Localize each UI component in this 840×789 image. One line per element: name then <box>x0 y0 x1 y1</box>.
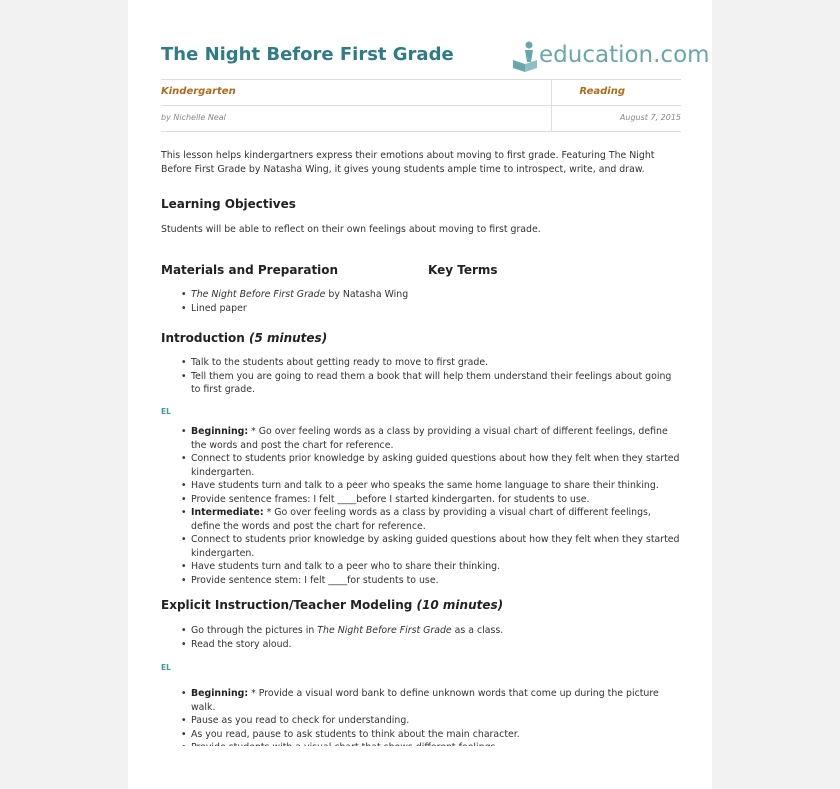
book-author: by Natasha Wing <box>325 289 409 300</box>
materials-list <box>161 288 681 315</box>
subject-label: Reading <box>579 86 625 97</box>
explicit-heading <box>161 598 503 612</box>
date-label: August 7, 2015 <box>619 113 681 122</box>
intro-paragraph: This lesson helps kindergartners express their emotions about moving to first grade. Featuring The Night Before First Grade by Natasha Wing, it gives young students ample time to introspect, write, and draw. <box>161 150 655 175</box>
list-item: • As you read, pause to ask students to think about the main character. <box>191 728 681 742</box>
objectives-heading: Learning Objectives <box>161 197 296 211</box>
list-item: • Talk to the students about getting ready to move to first grade. <box>191 356 681 370</box>
list-item: • Beginning: * Provide a visual word bank to define unknown words that come up during the picture walk. <box>191 687 681 714</box>
list-item: • Intermediate: * Go over feeling words as a class by providing a visual chart of different feelings, define the words and post the chart for reference. <box>191 506 681 533</box>
list-item: • Go through the pictures in The Night Before First Grade as a class. <box>191 624 681 638</box>
list-item <box>191 288 681 302</box>
list-item: • Beginning: * Go over feeling words as a class by providing a visual chart of different feelings, define the words and post the chart for reference. <box>191 425 681 452</box>
el-label: EL <box>161 407 171 416</box>
list-item: • Provide sentence frames: I felt ____before I started kindergarten. for students to use. <box>191 493 681 507</box>
list-item: • Have students turn and talk to a peer who to share their thinking. <box>191 560 681 574</box>
list-item: • Connect to students prior knowledge by asking guided questions about how they felt when they started kindergarten. <box>191 452 681 479</box>
education-logo[interactable] <box>509 40 712 76</box>
explicit-time: (10 minutes) <box>416 598 504 612</box>
list-item: • Tell them you are going to read them a book that will help them understand their feelings about going to first grade. <box>191 370 681 397</box>
introduction-time: (5 minutes) <box>248 331 328 345</box>
materials-heading: Materials and Preparation <box>161 263 339 277</box>
header-rule-bottom <box>161 131 681 132</box>
document-title: The Night Before First Grade <box>161 44 454 65</box>
header-rule-middle <box>161 105 681 106</box>
objectives-text: Students will be able to reflect on their own feelings about moving to first grade. <box>161 224 541 235</box>
list-item: • Connect to students prior knowledge by asking guided questions about how they felt when they started kindergarten. <box>191 533 681 560</box>
list-item: • Have students turn and talk to a peer who speaks the same home language to share their thinking. <box>191 479 681 493</box>
author-label: by Nichelle Neal <box>161 113 226 122</box>
document-page <box>128 0 712 789</box>
list-item: • Pause as you read to check for understanding. <box>191 714 681 728</box>
introduction-heading <box>161 331 327 345</box>
key-terms-heading: Key Terms <box>428 263 498 277</box>
list-item: • Provide sentence stem: I felt ____for students to use. <box>191 574 681 588</box>
book-title: The Night Before First Grade <box>191 289 326 300</box>
list-item: • Read the story aloud. <box>191 638 681 652</box>
page-cutoff <box>128 746 712 789</box>
el-label: EL <box>161 663 171 672</box>
book-person-icon <box>511 40 539 74</box>
introduction-title: Introduction <box>161 331 249 345</box>
explicit-list <box>161 624 681 651</box>
introduction-list <box>161 356 681 397</box>
introduction-el-list <box>161 425 681 587</box>
list-item: • Lined paper <box>191 302 681 316</box>
grade-label: Kindergarten <box>161 86 236 97</box>
explicit-title: Explicit Instruction/Teacher Modeling <box>161 598 417 612</box>
header-rule-top <box>161 79 681 80</box>
logo-text: education.com <box>539 42 710 68</box>
